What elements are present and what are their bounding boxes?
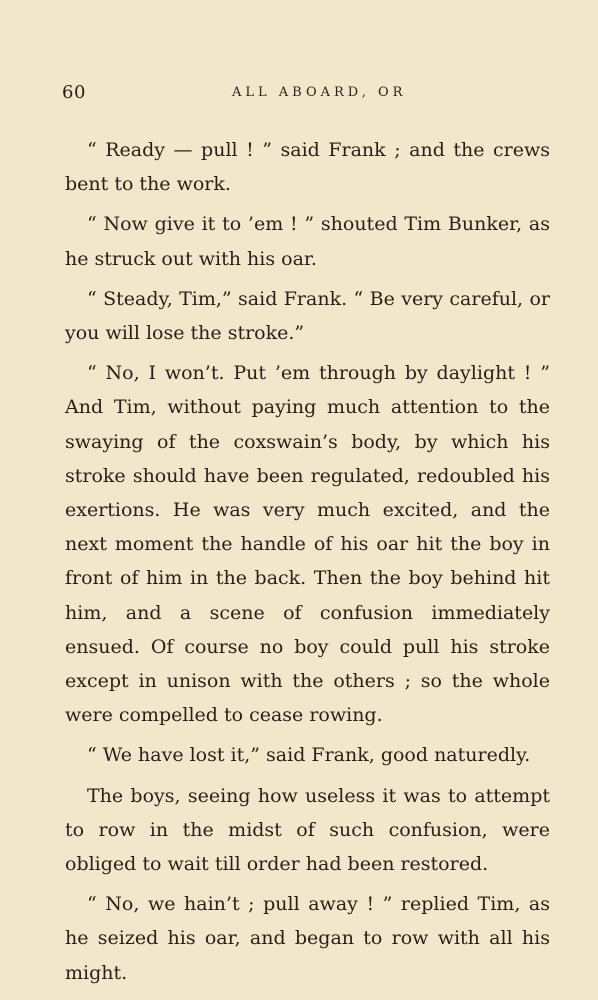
paragraph: “ No, I won’t. Put ’em through by daylight ! ” And Tim, without paying much attention to the swaying of the coxswain’s body, by which his stroke should have been regulated, redoubled his exertions. He was very much excited, and the next moment the handle of his oar hit the boy in front of him in the back. Then the boy behind hit him, and a scene of confusion immediately ensued. Of course no boy could pull his stroke except in unison with the others ; so the whole were compelled to cease rowing. (65, 362, 550, 727)
paragraph: “ No, we hain’t ; pull away ! ” replied Tim, as he seized his oar, and began to row with all his might. (65, 893, 550, 984)
paragraph: “ Steady, Tim,” said Frank. “ Be very careful, or you will lose the stroke.” (65, 287, 550, 345)
page-number: 60 (62, 82, 86, 103)
paragraph: The boys, seeing how useless it was to attempt to row in the midst of such confusion, were obliged to wait till order had been restored. (65, 784, 550, 876)
body-text (65, 133, 550, 996)
running-head: ALL ABOARD, OR (232, 85, 407, 100)
paragraph: “ We have lost it,” said Frank, good naturedly. (87, 744, 531, 767)
paragraph: “ Now give it to ’em ! ” shouted Tim Bunker, as he struck out with his oar. (65, 213, 550, 270)
page-header (62, 82, 552, 110)
paragraph: “ Ready — pull ! ” said Frank ; and the crews bent to the work. (65, 139, 550, 196)
